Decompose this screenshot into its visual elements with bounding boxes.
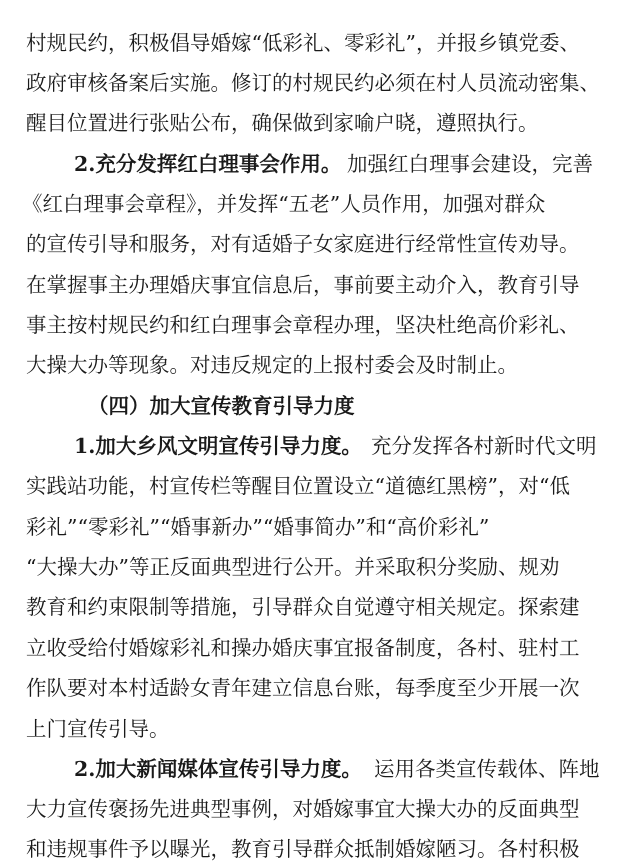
text-line [0,548,628,586]
line-text: 的宣传引导和服务，对有适婚子女家庭进行经常性宣传劝导。 [26,232,580,256]
line-text: 彩礼”“零彩礼”“婚事新办”“婚事简办”和“高价彩礼” [26,515,490,539]
line-text: 立收受给付婚嫁彩礼和操办婚庆事宜报备制度，各村、驻村工 [26,636,580,660]
text-line [0,750,628,788]
line-text: 教育和约束限制等措施，引导群众自觉遵守相关规定。探索建 [26,595,580,619]
line-text: 大力宣传褒扬先进典型事例，对婚嫁事宜大操大办的反面典型 [26,797,580,821]
text-line [0,64,628,102]
text-line [0,830,628,868]
line-text: 运用各类宣传载体、阵地 [374,757,600,781]
text-line [0,669,628,707]
text-line [0,104,628,142]
line-text: 在掌握事主办理婚庆事宜信息后，事前要主动介入，教育引导 [26,273,580,297]
line-text: 实践站功能，村宣传栏等醒目位置设立“道德红黑榜”，对“低 [26,474,570,498]
line-text: 《红白理事会章程》，并发挥“五老”人员作用，加强对群众 [22,192,546,216]
line-text: 充分发挥各村新时代文明 [371,434,597,458]
line-text: 政府审核备案后实施。修订的村规民约必须在村人员流动密集、 [26,71,600,95]
subheading-text: 2.充分发挥红白理事会作用。 [74,152,342,176]
line-text: 和违规事件予以曝光，教育引导群众抵制婚嫁陋习。各村积极 [26,837,580,861]
text-line [0,24,628,62]
line-text: 醒目位置进行张贴公布，确保做到家喻户晓，遵照执行。 [26,111,539,135]
text-line [0,427,628,465]
text-line [0,145,628,183]
line-text: 作队要对本村适龄女青年建立信息台账，每季度至少开展一次 [26,676,580,700]
text-line [0,588,628,626]
line-text: 加强红白理事会建设，完善 [347,152,593,176]
text-line [0,346,628,384]
text-line [0,467,628,505]
line-text: “大操大办”等正反面典型进行公开。并采取积分奖励、规劝 [26,555,560,579]
text-line [0,266,628,304]
text-line [0,790,628,828]
line-text: 事主按村规民约和红白理事会章程办理，坚决杜绝高价彩礼、 [26,313,580,337]
line-text: 村规民约，积极倡导婚嫁“低彩礼、零彩礼”，并报乡镇党委、 [26,31,580,55]
subheading-text: 2.加大新闻媒体宣传引导力度。 [74,757,362,781]
section-heading-text: （四）加大宣传教育引导力度 [88,394,355,418]
text-line [0,710,628,748]
subheading-text: 1.加大乡风文明宣传引导力度。 [74,434,362,458]
text-line [0,225,628,263]
text-line [0,185,628,223]
text-line [0,629,628,667]
section-heading [0,387,628,425]
line-text: 大操大办等现象。对违反规定的上报村委会及时制止。 [26,353,518,377]
text-line [0,306,628,344]
line-text: 上门宣传引导。 [26,717,170,741]
text-line [0,508,628,546]
